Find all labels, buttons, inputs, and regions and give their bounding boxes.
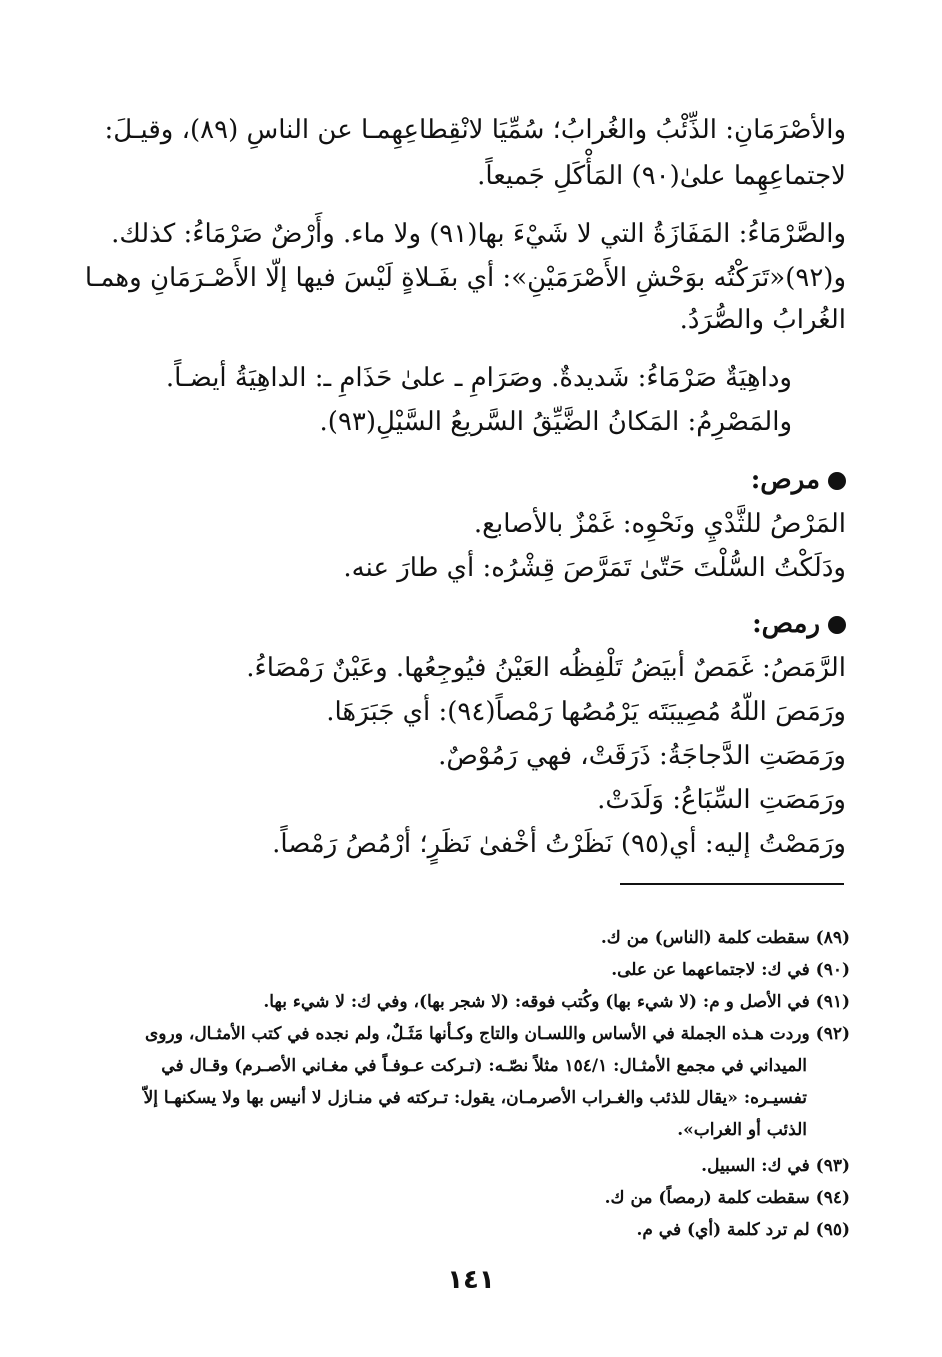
footnote-90: (٩٠) في ك: لاجتماعهما عن على. <box>611 960 850 980</box>
bullet-icon <box>828 472 846 490</box>
footnote-94: (٩٤) سقطت كلمة (رمصاً) من ك. <box>604 1188 850 1208</box>
footnote-92: (٩٢) وردت هـذه الجملة في الأساس واللسـان والتاج وكـأنها مَثَـلٌ، ولم نجده في كتب الأمثـال، وروى <box>144 1024 850 1044</box>
entry-heading-rams-label: رمص: <box>752 609 820 639</box>
footnote-91: (٩١) في الأصل و م: (لا شيء بها) وكُتب فوقه: (لا شجر بها)، وفي ك: لا شيء بها. <box>263 992 850 1012</box>
text-line-6: وداهِيَةٌ صَرْمَاءُ: شَديدةٌ. وصَرَامِ ـ علىٰ حَذَامِ ـ: الداهِيَةُ أيضـاً. <box>165 363 792 393</box>
entry-heading-mars <box>751 460 846 500</box>
text-line-1: والأصْرَمَانِ: الذِّئْبُ والغُرابُ؛ سُمِّيَا لانْقِطاعِهِمـا عن الناسِ (٨٩)، وقيـلَ: <box>104 115 846 145</box>
text-line-5: الغُرابُ والصُّرَدُ. <box>679 305 846 335</box>
text-line-13: ورَمَصَتِ السِّبَاعُ: وَلَدَتْ. <box>597 785 846 815</box>
page-number: ١٤١ <box>447 1265 495 1295</box>
footnote-89: (٨٩) سقطت كلمة (الناس) من ك. <box>600 928 850 948</box>
footnote-93: (٩٣) في ك: السبيل. <box>701 1156 850 1176</box>
text-line-8: المَرْصُ للثَّدْيِ ونَحْوِه: غَمْزٌ بالأصابع. <box>473 509 846 539</box>
footnote-92-line-4: الذئب أو الغراب». <box>677 1120 807 1140</box>
text-line-7: والمَصْرِمُ: المَكانُ الضَّيِّقُ السَّريعُ السَّيْلِ(٩٣). <box>319 407 792 437</box>
entry-heading-rams <box>752 604 846 644</box>
bullet-icon <box>828 616 846 634</box>
text-line-14: ورَمَصْتُ إليه: أي(٩٥) نَظَرْتُ أخْفىٰ نَظَرٍ؛ أرْمُصُ رَمْصاً. <box>272 829 846 859</box>
entry-heading-mars-label: مرص: <box>750 465 820 495</box>
text-line-3: والصَّرْمَاءُ: المَفَازَةُ التي لا شَيْءَ بها(٩١) ولا ماء. وأَرْضٌ صَرْمَاءُ: كذلك. <box>111 219 846 249</box>
text-line-4: و(٩٢)«تَرَكْتُه بوَحْشِ الأَصْرَمَيْنِ»: أي بفَـلاةٍ لَيْسَ فيها إلّا الأَصْـرَمَانِ وهمـا <box>84 263 846 293</box>
text-line-12: ورَمَصَتِ الدَّجاجَةُ: ذَرَقَتْ، فهي رَمُوْصٌ. <box>438 741 846 771</box>
footnote-92-line-3: تفسيـره: «يقال للذئب والغـراب الأصرمـان، يقول: تـركته في منـازل لا أنيس بها ولا يسكنهـا إلاّ <box>143 1088 807 1108</box>
text-line-11: ورَمَصَ اللّهُ مُصِيبَتَه يَرْمُصُها رَمْصاً(٩٤): أي جَبَرَهَا. <box>326 697 846 727</box>
footnote-separator <box>620 883 844 885</box>
text-line-10: الرَّمَصُ: غَمَصٌ أبيَضُ تَلْفِظُه العَيْنُ فيُوجِعُها. وعَيْنٌ رَمْصَاءُ. <box>246 653 846 683</box>
footnote-92-line-2: الميداني في مجمع الأمثـال: ١٥٤/١ مثلاً نصّـه: (تـركت عـوفـاً في مغـاني الأصـرم) وقـال في <box>161 1056 807 1076</box>
text-line-9: ودَلَكْتُ السُّلْتَ حَتّىٰ تَمَرَّصَ قِشْرُه: أي طارَ عنه. <box>343 553 846 583</box>
footnote-95: (٩٥) لم ترد كلمة (أي) في م. <box>636 1220 850 1240</box>
text-line-2: لاجتماعِهِما علىٰ(٩٠) المَأْكَلِ جَميعاً. <box>477 161 846 191</box>
